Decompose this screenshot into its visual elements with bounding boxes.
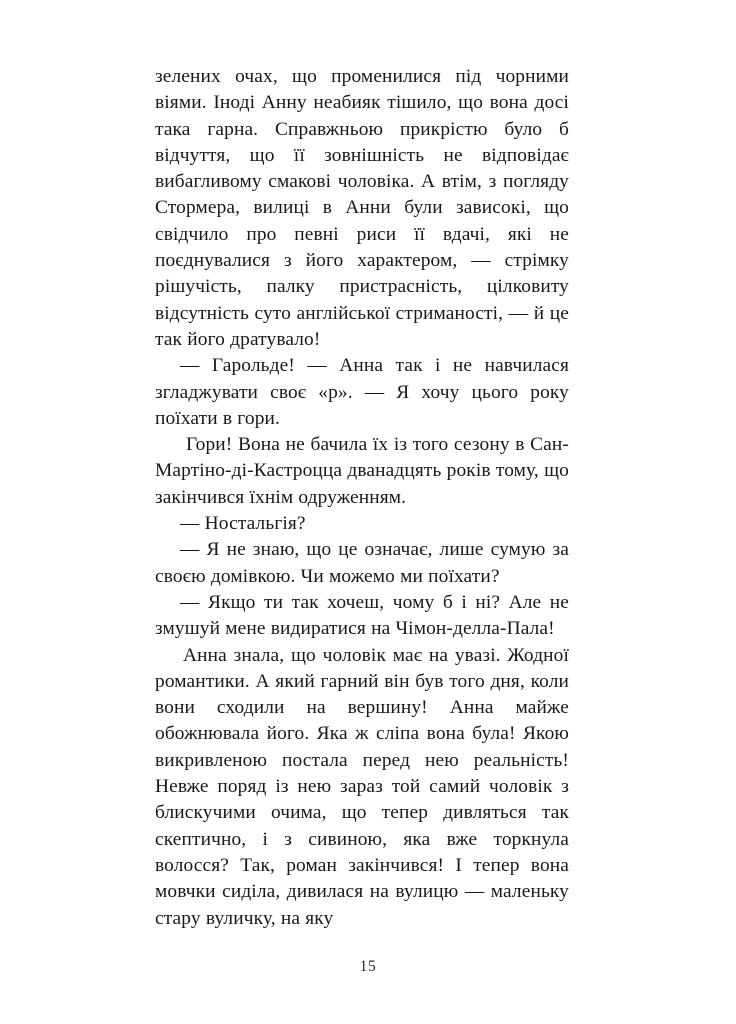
page-text-block bbox=[155, 64, 569, 932]
paragraph: — Якщо ти так хочеш, чому б і ні? Але не змушуй мене видиратися на Чімон-делла-Пала! bbox=[155, 591, 569, 640]
paragraph: — Гарольде! — Анна так і не навчилася згладжувати своє «р». — Я хочу цього року поїхати в гори. bbox=[155, 355, 569, 429]
paragraph: Гори! Вона не бачила їх із того сезону в Сан-Мартіно-ді-Кастроцца дванадцять років тому, що закінчився їхнім одруженням. bbox=[155, 434, 569, 508]
paragraph: — Ностальгія? bbox=[180, 513, 306, 535]
paragraph: Анна знала, що чоловік має на увазі. Жодної романтики. А який гарний він був того дня, коли вони сходили на вершину! Анна майже обожнювала його. Яка ж сліпа вона була! Якою викривленою постала перед нею реальність! Невже поряд із нею зараз той самий чоловік з блискучими очима, що тепер дивляться так скептично, і з сивиною, яка вже торкнула волосся? Так, роман закінчився! І тепер вона мовчки сиділа, дивилася на вулицю — маленьку стару вуличку, на яку bbox=[155, 644, 569, 929]
page-number: 15 bbox=[359, 958, 377, 975]
paragraph: — Я не знаю, що це означає, лише сумую за своєю домівкою. Чи можемо ми поїхати? bbox=[155, 539, 569, 587]
paragraph: зелених очах, що променилися під чорними віями. Іноді Анну неабияк тішило, що вона досі така гарна. Справжньою прикрістю було б відчуття, що її зовнішність не відповідає вибагливому смакові чоловіка. А втім, з погляду Стормера, вилиці в Анни були зависокі, що свідчило про певні риси її вдачі, які не поєднувалися з його характером, — стрімку рішучість, палку пристрасність, цілковиту відсутність суто англійської стриманості, — й це так його дратувало! bbox=[155, 66, 569, 350]
